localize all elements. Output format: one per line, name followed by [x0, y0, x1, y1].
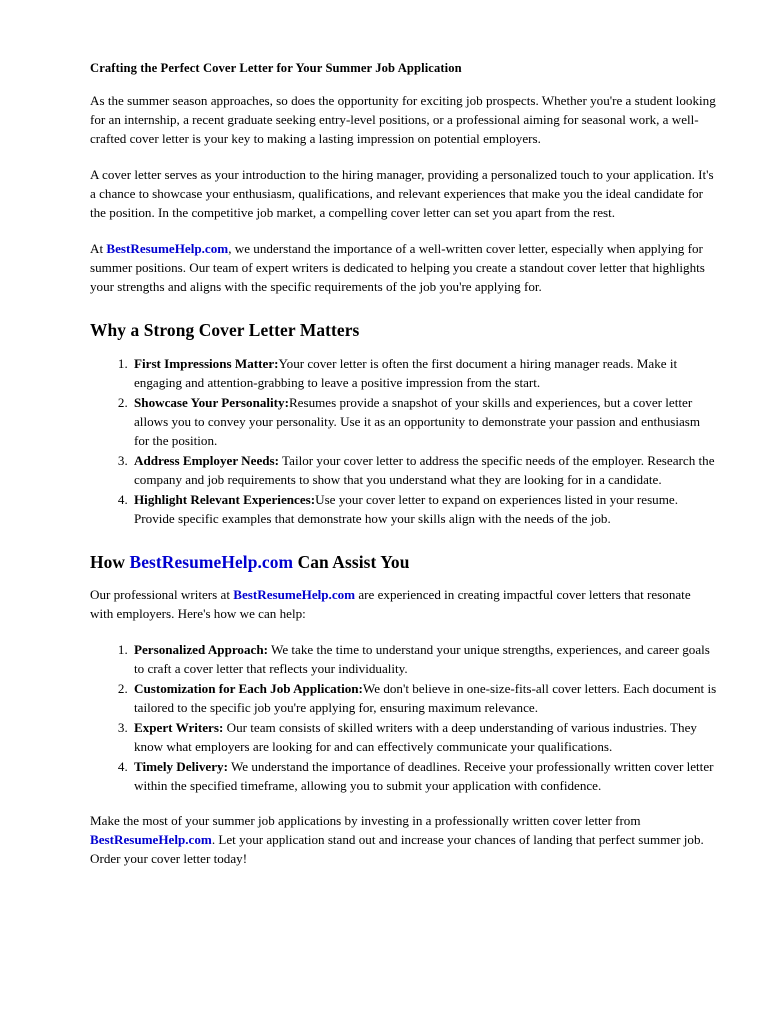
list-item: [131, 641, 717, 679]
intro-paragraph-2-text: A cover letter serves as your introduction to the hiring manager, providing a personalized touch to your application. It's a chance to showcase your enthusiasm, qualifications, and relevant experiences that make you the ideal candidate for the position. In the competitive job market, a compelling cover letter can set you apart from the rest.: [90, 167, 714, 221]
why-list: [90, 355, 717, 529]
brand-link-1[interactable]: BestResumeHelp.com: [106, 241, 229, 257]
closing-paragraph: [90, 812, 717, 869]
list-item: [131, 491, 717, 529]
list-item-body: We don't believe in one-size-fits-all cover letters. Each document is tailored to the specific job you're applying for, ensuring maximum relevance.: [134, 681, 717, 716]
list-item-body: Your cover letter is often the first document a hiring manager reads. Make it engaging and attention-grabbing to leave a positive impression from the start.: [134, 355, 678, 390]
list-item-body: Tailor your cover letter to address the specific needs of the employer. Research the company and job requirements to show that you understand what they are looking for in a candidate.: [134, 452, 715, 487]
closing-prefix: Make the most of your summer job applications by investing in a professionally written cover letter from: [90, 813, 641, 829]
intro-paragraph-3-prefix: At: [90, 241, 107, 257]
list-item-body: Use your cover letter to expand on experiences listed in your resume. Provide specific examples that demonstrate how your skills align with the needs of the job.: [134, 491, 678, 526]
list-item-lead: Personalized Approach:: [134, 642, 268, 658]
list-item: [131, 758, 717, 796]
list-item-body: We take the time to understand your unique strengths, experiences, and career goals to craft a cover letter that reflects your individuality.: [134, 642, 710, 677]
list-item: [131, 452, 717, 490]
document-body: [90, 60, 717, 886]
section-heading-why: Why a Strong Cover Letter Matters: [90, 320, 360, 341]
list-item: [131, 680, 717, 718]
list-item-body: Resumes provide a snapshot of your skills and experiences, but a cover letter allows you to convey your personality. Use it as an opportunity to demonstrate your passion and enthusiasm for the position.: [134, 394, 701, 448]
section-heading-how-prefix: How: [90, 551, 130, 572]
section-heading-how: [90, 551, 717, 574]
page-title: Crafting the Perfect Cover Letter for Your Summer Job Application: [90, 61, 462, 75]
list-item-lead: Address Employer Needs:: [134, 452, 280, 468]
list-item-lead: Customization for Each Job Application:: [134, 681, 363, 697]
how-list: [90, 641, 717, 796]
list-item-lead: Showcase Your Personality:: [134, 394, 289, 410]
brand-link-2[interactable]: BestResumeHelp.com: [129, 551, 294, 572]
list-item-lead: Timely Delivery:: [134, 759, 228, 775]
intro-paragraph-2: [90, 166, 717, 223]
list-item-lead: First Impressions Matter:: [134, 355, 279, 371]
list-item-body: Our team consists of skilled writers with a deep understanding of various industries. They know what employers are looking for and can effectively communicate your qualifications.: [134, 720, 697, 755]
intro-paragraph-1: [90, 92, 717, 149]
list-item: [131, 719, 717, 757]
list-item: [131, 394, 717, 451]
how-intro-suffix: are experienced in creating impactful cover letters that resonate with employers. Here's how we can help:: [90, 587, 691, 622]
brand-link-3[interactable]: BestResumeHelp.com: [233, 587, 356, 603]
how-intro-paragraph: [90, 586, 717, 624]
list-item: [131, 355, 717, 393]
how-intro-prefix: Our professional writers at: [90, 587, 234, 603]
closing-suffix: . Let your application stand out and increase your chances of landing that perfect summer job. Order your cover letter today!: [90, 832, 704, 867]
list-item-body: We understand the importance of deadlines. Receive your professionally written cover letter within the specified timeframe, allowing you to submit your application with confidence.: [134, 759, 714, 794]
intro-paragraph-3: [90, 240, 717, 297]
brand-link-4[interactable]: BestResumeHelp.com: [90, 832, 212, 848]
list-item-lead: Highlight Relevant Experiences:: [134, 491, 316, 507]
list-item-lead: Expert Writers:: [134, 720, 224, 736]
section-heading-how-suffix: Can Assist You: [293, 551, 410, 572]
intro-paragraph-3-suffix: , we understand the importance of a well-written cover letter, especially when applying for summer positions. Our team of expert writers is dedicated to helping you create a standout cover letter that highlights your strengths and aligns with the specific requirements of the job you're applying for.: [90, 241, 705, 295]
intro-paragraph-1-text: As the summer season approaches, so does the opportunity for exciting job prospects. Whether you're a student looking for an internship, a recent graduate seeking entry-level positions, or a professional aiming for seasonal work, a well-crafted cover letter is your key to making a lasting impression on potential employers.: [90, 93, 716, 147]
